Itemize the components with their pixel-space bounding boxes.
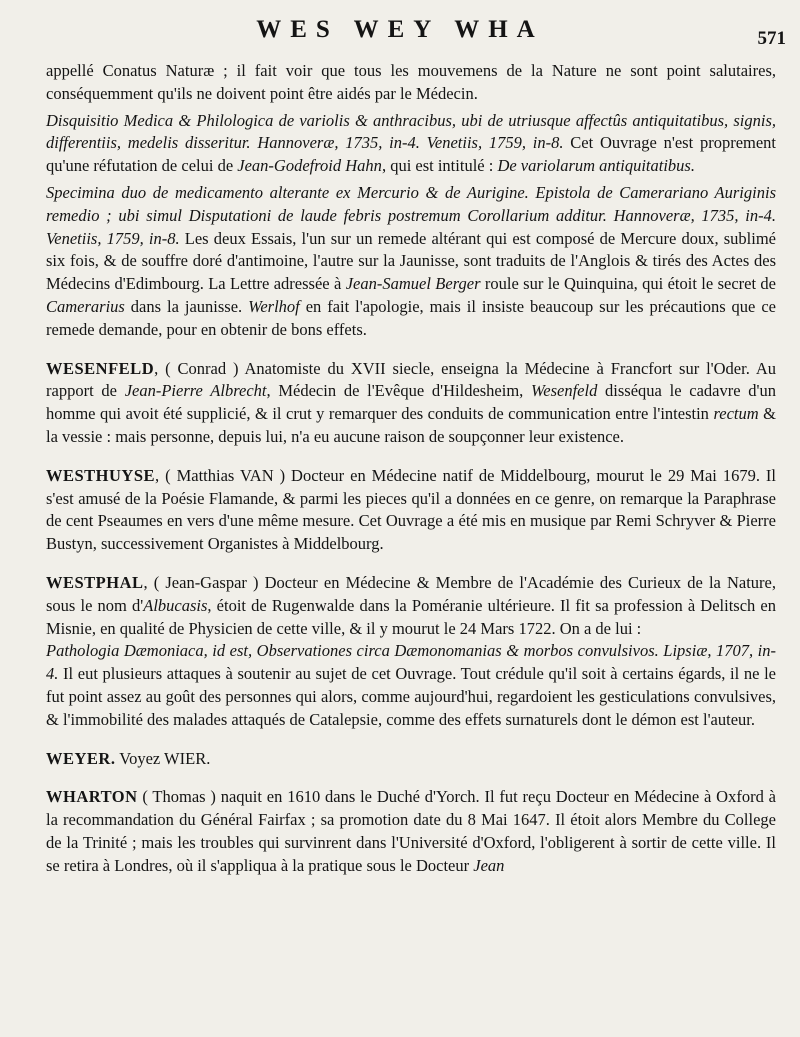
text-run: roule sur le Quinquina, qui étoit le secret de (480, 274, 777, 294)
person-name: Jean-Godefroid Hahn (237, 156, 382, 176)
person-name: Jean-Pierre Albrecht (124, 381, 267, 401)
person-name: Jean (473, 855, 505, 875)
text-run: disséqua le cadavre d'un homme qui avoit été supplicié, & il crut y remarquer des conduits de communication entre l'intestin (46, 381, 776, 424)
person-name: Albucasis (143, 595, 208, 615)
text-run: , étoit de Rugenwalde dans la Poméranie ultérieure. Il fit sa profession à Delitsch en Misnie, en qualité de Physicien de cette ville, & il y mourut le 24 Mars 1722. On a de lui : (46, 595, 776, 638)
cross-reference: Voyez WIER. (115, 748, 211, 768)
entry-weyer (46, 748, 776, 771)
entry-westhuyse (46, 465, 776, 556)
person-name: Camerarius (46, 296, 125, 316)
person-name: Jean-Samuel Berger (345, 274, 481, 294)
page-body (46, 60, 776, 878)
entry-headword: WESTHUYSE (46, 465, 156, 485)
page-header (0, 12, 800, 52)
entry-wharton (46, 786, 776, 877)
text-run: , ( Jean-Gaspar ) Docteur en Médecine & Membre de l'Académie des Curieux de la Nature, sous le nom d' (46, 572, 776, 615)
work-title: De variolarum antiquitatibus. (497, 156, 695, 176)
text-run: & la vessie : mais personne, depuis lui, n'a eu aucune raison de soupçonner leur existence. (46, 404, 776, 446)
work-citation-paragraph (46, 182, 776, 342)
person-name: Werlhof (248, 296, 300, 316)
text-run: Cet Ouvrage n'est proprement qu'une réfutation de celui de (46, 133, 777, 176)
work-title: Specimina duo de medicamento alterante ex Mercurio & de Aurigine. Epistola de Camerariano Auriginis remedio ; ubi simul Disputationi de laude febris postremum Corollarium additur. Hannoveræ, 1735, in-4. Venetiis, 1759, in-8. (46, 182, 776, 248)
entry-headword: WESTPHAL (46, 572, 144, 592)
entry-wesenfeld (46, 358, 776, 449)
entry-westphal-works (46, 640, 776, 731)
person-name: Wesenfeld (531, 381, 598, 401)
text-run: , qui est intitulé : (381, 156, 498, 176)
text-run: en fait l'apologie, mais il insiste beaucoup sur les précautions que ce remede demande, pour en obtenir de bons effets. (46, 296, 776, 339)
work-title: Disquisitio Medica & Philologica de variolis & anthracibus, ubi de utriusque affectûs antiquitatibus, signis, differentiis, medelis disseritur. Hannoveræ, 1735, in-4. Venetiis, 1759, in-8. (46, 110, 776, 153)
entry-westphal (46, 572, 776, 640)
entry-headword: WESENFELD (46, 358, 155, 378)
text-run: ( Thomas ) naquit en 1610 dans le Duché d'Yorch. Il fut reçu Docteur en Médecine à Oxford à la recommandation du Général Fairfax ; sa promotion date du 8 Mai 1647. Il étoit alors Membre du College de la Trinité ; mais les troubles qui survinrent dans l'Université d'Oxford, l'obligerent à sortir de cette ville. Il se retira à Londres, où il s'appliqua à la pratique sous le Docteur (46, 787, 776, 875)
text-run: , Médecin de l'Evêque d'Hildesheim, (266, 381, 532, 401)
work-title: Pathologia Dæmoniaca, id est, Observationes circa Dæmonomanias & morbos convulsivos. Lipsiæ, 1707, in-4. (46, 641, 776, 684)
page-number: 571 (757, 28, 786, 49)
continuation-paragraph: appellé Conatus Naturæ ; il fait voir que tous les mouvemens de la Nature ne sont point salutaires, conséquemment qu'ils ne doivent point être aidés par le Médecin. (46, 61, 776, 103)
entry-headword: WEYER. (46, 748, 116, 768)
entry-headword: WHARTON (46, 787, 138, 807)
text-run: , ( Conrad ) Anatomiste du XVII siecle, enseigna la Médecine à Francfort sur l'Oder. Au rapport de (46, 358, 776, 401)
latin-term: rectum (713, 404, 759, 424)
text-run: Il eut plusieurs attaques à soutenir au sujet de cet Ouvrage. Tout crédule qu'il soit à certains égards, il ne le fut point assez au goût des personnes qui alors, comme aujourd'hui, regardoient les gesticulations convulsives, & l'immobilité des malades attaqués de Catalepsie, comme des effets surnaturels dont le démon est l'auteur. (46, 664, 776, 729)
running-title: WES WEY WHA (256, 16, 544, 43)
text-run: dans la jaunisse. (124, 296, 249, 316)
text-run: , ( Matthias VAN ) Docteur en Médecine natif de Middelbourg, mourut le 29 Mai 1679. Il s'est amusé de la Poésie Flamande, & parmi les pieces qu'il a données en ce genre, on remarque la Paraphrase de cent Pseaumes en vers d'une même mesure. Cet Ouvrage a été mis en musique par Remi Schryver & Pierre Bustyn, successivement Organistes à Middelbourg. (46, 465, 776, 554)
text-run: Les deux Essais, l'un sur un remede altérant qui est composé de Mercure doux, sublimé six fois, & de souffre doré d'antimoine, l'autre sur la Jaunisse, sont traduits de l'Anglois & tirés des Actes des Médecins d'Edimbourg. La Lettre adressée à (46, 228, 776, 294)
work-citation-paragraph (46, 110, 776, 178)
